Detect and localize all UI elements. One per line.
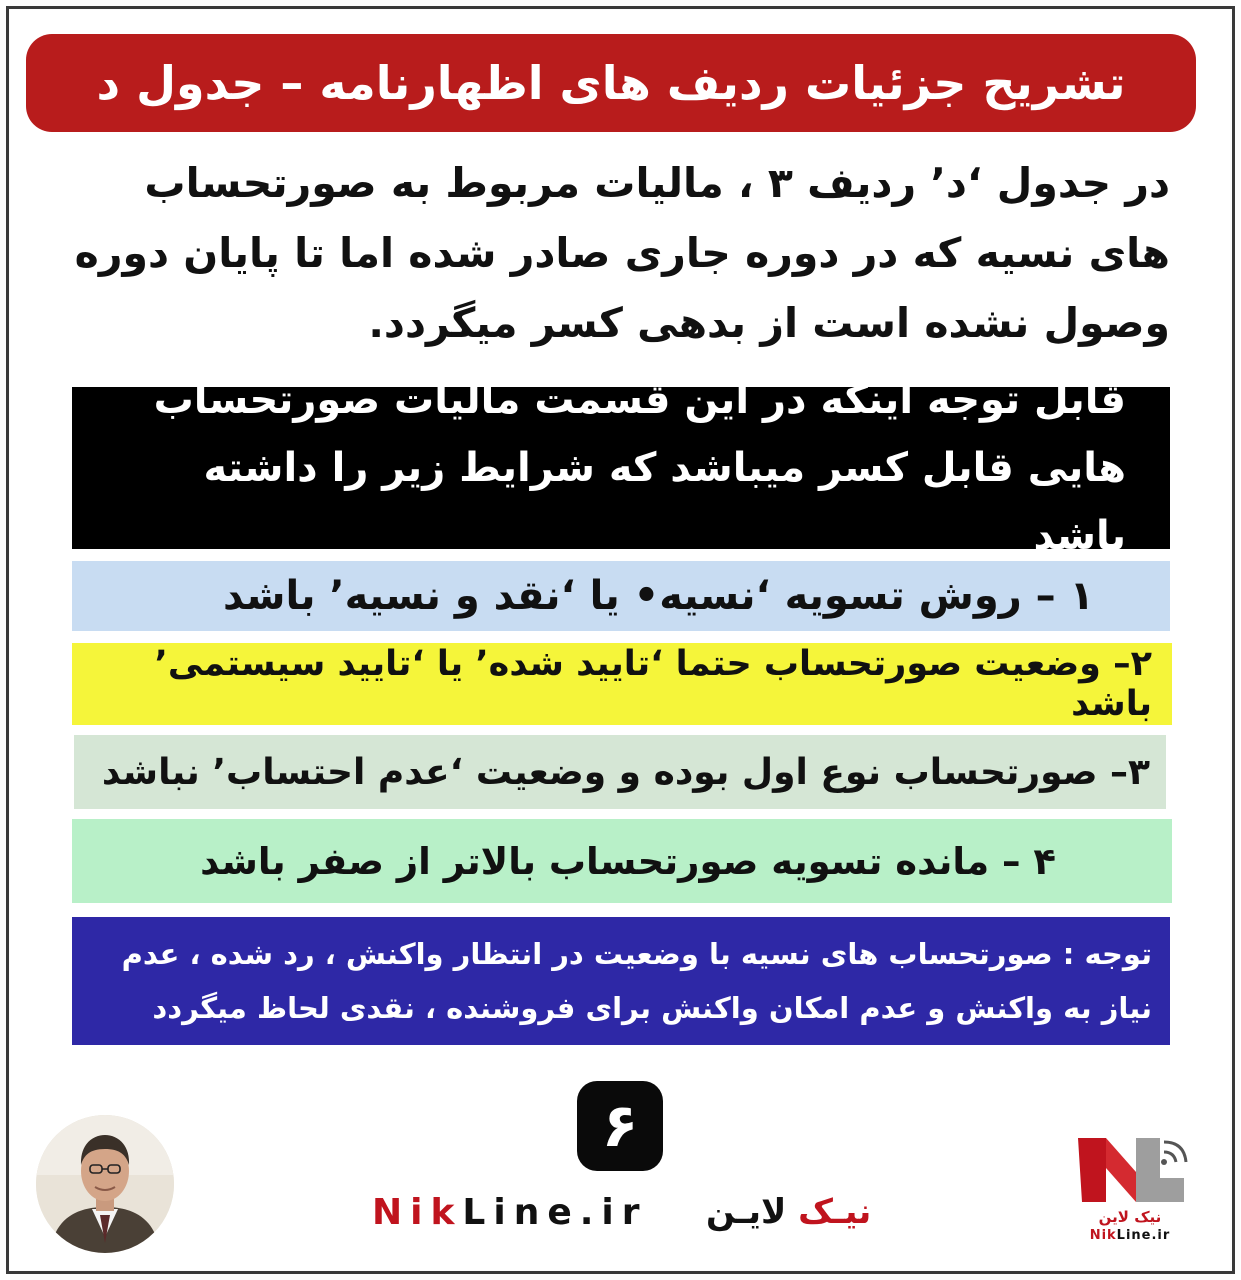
logo-text-fa: نیک لاین [1098, 1208, 1162, 1226]
logo-text-en [1078, 1228, 1182, 1243]
note-text: توجه : صورتحساب های نسیه با وضعیت در انتظار واکنش ، رد شده ، عدم نیاز به واکنش و عدم امکان واکنش برای فروشنده ، نقدی لحاظ میگردد [121, 937, 1152, 1025]
condition-2-text: ۲– وضعیت صورتحساب حتما ‘تایید شده’ یا ‘تایید سیستمی’ باشد [154, 644, 1152, 724]
page-number: ۶ [601, 1091, 639, 1161]
brand-name-red: نیـک [798, 1192, 872, 1232]
logo-text-en-black: Line.ir [1116, 1228, 1171, 1243]
presenter-avatar [36, 1115, 174, 1253]
logo-text-en-red: Nik [1089, 1228, 1117, 1243]
condition-4-text: ۴ – مانده تسویه صورتحساب بالاتر از صفر باشد [200, 839, 1056, 883]
intro-paragraph: در جدول ‘د’ ردیف ۳ ، مالیات مربوط به صورتحساب های نسیه که در دوره جاری صادر شده اما تا پایان دوره وصول نشده است از بدهی کسر میگردد. [74, 159, 1170, 347]
page-title [26, 34, 1196, 132]
note-box [72, 917, 1170, 1045]
condition-3-box [74, 735, 1166, 809]
notice-box [72, 377, 1170, 559]
brand-name [706, 1192, 871, 1240]
condition-1-text: ۱ – روش تسویه ‘نسیه• یا ‘نقد و نسیه’ باشد [223, 573, 1094, 619]
page-title-text: تشریح جزئیات ردیف های اظهارنامه – جدول د [96, 56, 1126, 110]
brand-name-black: لایـن [706, 1192, 799, 1232]
condition-3-text: ۳– صورتحساب نوع اول بوده و وضعیت ‘عدم احتساب’ نباشد [101, 751, 1150, 793]
presenter-photo [36, 1115, 174, 1253]
condition-2-box [72, 643, 1172, 725]
condition-1-box [72, 561, 1170, 631]
site-url[interactable] [372, 1192, 648, 1240]
logo-mark [1072, 1132, 1190, 1208]
site-url-suffix: Line.ir [462, 1192, 648, 1233]
notice-text: قابل توجه اینکه در این قسمت مالیات صورتحساب هایی قابل کسر میباشد که شرایط زیر را داشته باشد [153, 377, 1126, 559]
page-number-badge [577, 1081, 663, 1171]
condition-4-box [72, 819, 1172, 903]
site-url-prefix: Nik [372, 1192, 463, 1233]
